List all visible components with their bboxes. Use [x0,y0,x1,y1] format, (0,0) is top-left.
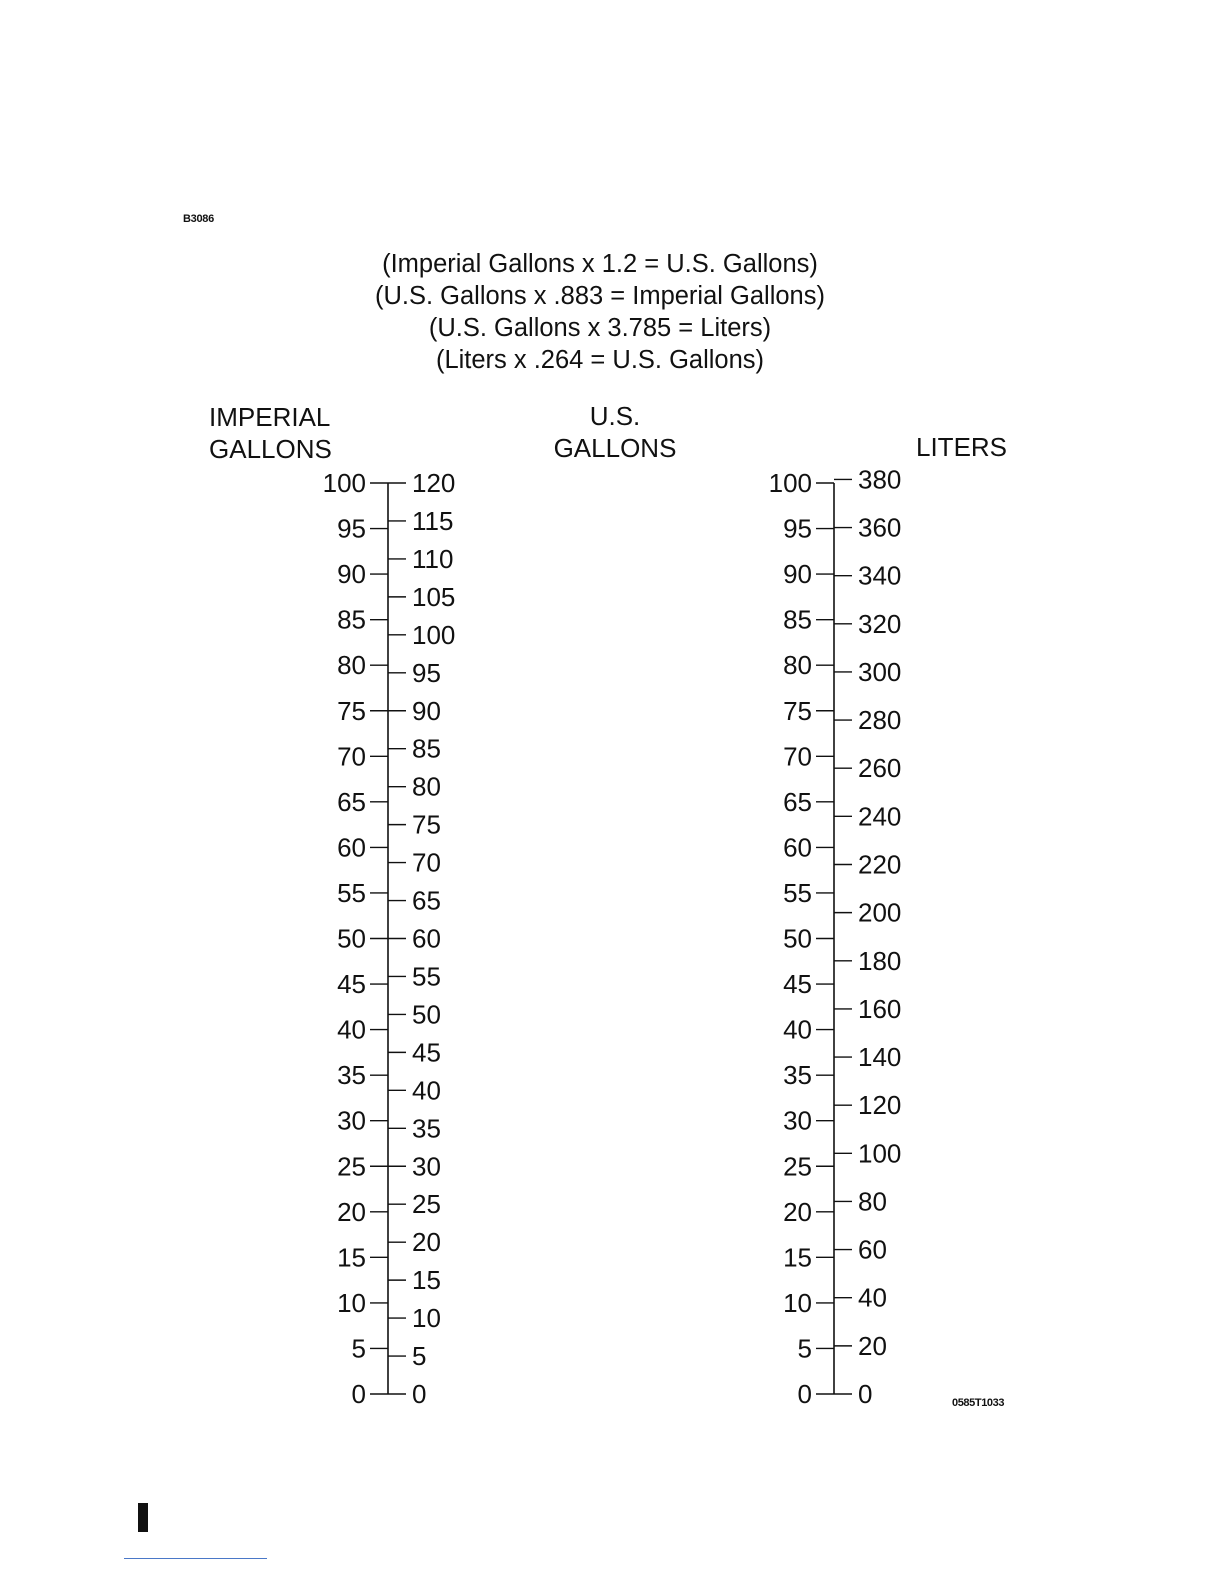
us-liters-scale-right-label: 220 [858,849,902,880]
imperial-us-scale-left-label: 95 [337,513,366,544]
us-liters-scale-right-label: 180 [858,945,902,976]
us-liters-scale-left-label: 40 [783,1014,812,1045]
us-liters-scale-left-label: 35 [783,1060,812,1091]
imperial-us-scale-right-label: 20 [412,1227,441,1258]
us-liters-scale-left-label: 95 [783,513,812,544]
imperial-us-scale-left-label: 80 [337,650,366,681]
us-liters-scale-right-label: 0 [858,1379,873,1409]
imperial-us-scale-left-label: 70 [337,741,366,772]
imperial-us-scale-left-label: 85 [337,604,366,635]
imperial-us-scale-left-label: 10 [337,1287,366,1318]
formula-liters-to-us: (Liters x .264 = U.S. Gallons) [435,346,765,374]
us-liters-scale-left-label: 50 [783,923,812,954]
imperial-us-scale-left-label: 65 [337,786,366,817]
imperial-us-scale-right-label: 105 [412,581,456,612]
imperial-us-scale-right-label: 60 [412,923,441,954]
us-liters-scale-right-label: 160 [858,993,902,1024]
us-liters-scale-left-label: 30 [783,1105,812,1136]
imperial-us-scale-right-label: 55 [412,961,441,992]
formula-imperial-to-us: (Imperial Gallons x 1.2 = U.S. Gallons) [382,250,818,278]
imperial-us-scale-left-label: 60 [337,832,366,863]
imperial-us-scale-right-label: 10 [412,1303,441,1334]
us-liters-scale-right-label: 140 [858,1042,902,1073]
footer-rule [124,1558,267,1559]
imperial-us-scale-left-label: 90 [337,559,366,590]
us-liters-scale-right-label: 60 [858,1234,887,1265]
imperial-us-scale-right-label: 115 [412,505,454,536]
imperial-us-scale-right-label: 45 [412,1037,441,1068]
imperial-us-scale-right-label: 85 [412,733,441,764]
imperial-us-scale-left-label: 75 [337,695,366,726]
imperial-us-scale-left-label: 40 [337,1014,366,1045]
us-liters-scale-left-label: 15 [783,1242,812,1273]
imperial-gallons-header: IMPERIAL GALLONS [209,402,332,464]
us-liters-scale-right-label: 120 [858,1090,902,1121]
imperial-us-scale-left-label: 5 [351,1333,366,1364]
us-liters-scale-left-label: 5 [797,1333,812,1364]
us-liters-scale-right-label: 300 [858,656,902,687]
imperial-us-scale-left-label: 15 [337,1242,366,1273]
us-liters-scale-left-label: 85 [783,604,812,635]
us-liters-scale-right-label: 40 [858,1282,887,1313]
imperial-us-scale-right-label: 15 [412,1265,441,1296]
us-liters-scale-left-label: 70 [783,741,812,772]
imperial-us-scale-right-label: 90 [412,695,441,726]
imperial-us-scale-left-label: 20 [337,1196,366,1227]
liters-header: LITERS [916,432,1008,462]
us-liters-scale-left-label: 90 [783,559,812,590]
imperial-us-scale-left-label: 35 [337,1060,366,1091]
us-liters-scale-left-label: 80 [783,650,812,681]
us-liters-scale-left-label: 75 [783,695,812,726]
imperial-us-scale-right-label: 50 [412,999,441,1030]
us-liters-scale-right-label: 100 [858,1138,902,1169]
formula-us-to-liters: (U.S. Gallons x 3.785 = Liters) [428,314,772,342]
imperial-us-scale-left-label: 100 [322,468,366,498]
formula-us-to-imperial: (U.S. Gallons x .883 = Imperial Gallons) [375,282,825,310]
us-liters-scale-left-label: 20 [783,1196,812,1227]
us-liters-scale-left-label: 65 [783,786,812,817]
us-liters-scale-right-label: 320 [858,608,902,639]
imperial-us-scale-left-label: 55 [337,877,366,908]
imperial-us-scale-right-label: 25 [412,1189,441,1220]
us-liters-scale-right-label: 260 [858,753,902,784]
us-liters-scale-left-label: 60 [783,832,812,863]
us-liters-scale-right-label: 340 [858,560,902,591]
imperial-us-scale-left-label: 30 [337,1105,366,1136]
imperial-us-scale-left-label: 0 [351,1379,366,1409]
imperial-us-scale-left-label: 50 [337,923,366,954]
us-liters-scale-left-label: 25 [783,1151,812,1182]
us-liters-scale-right-label: 80 [858,1186,887,1217]
imperial-us-scale-right-label: 95 [412,657,441,688]
us-liters-scale-right-label: 200 [858,897,902,928]
us-liters-scale-right-label: 380 [858,464,902,495]
imperial-us-scale-right-label: 35 [412,1113,441,1144]
change-bar [138,1503,148,1532]
imperial-us-scale-right-label: 0 [412,1379,427,1409]
imperial-us-scale-right-label: 110 [412,543,454,574]
us-liters-scale-right-label: 20 [858,1330,887,1361]
us-liters-scale-left-label: 10 [783,1287,812,1318]
us-liters-scale-left-label: 45 [783,969,812,1000]
imperial-us-scale-left-label: 45 [337,969,366,1000]
us-liters-scale-left-label: 100 [768,468,812,498]
drawing-number: 0585T1033 [952,1397,1005,1409]
imperial-us-scale-left-label: 25 [337,1151,366,1182]
us-liters-scale-right-label: 240 [858,801,902,832]
us-liters-scale-left-label: 0 [797,1379,812,1409]
imperial-us-scale-right-label: 30 [412,1151,441,1182]
imperial-us-scale-right-label: 100 [412,619,456,650]
imperial-us-scale-right-label: 65 [412,885,441,916]
imperial-us-scale-right-label: 40 [412,1075,441,1106]
imperial-us-scale-right-label: 80 [412,771,441,802]
imperial-us-scale-right-label: 70 [412,847,441,878]
figure-code: B3086 [183,213,214,225]
us-liters-scale-right-label: 360 [858,512,902,543]
us-gallons-header: U.S. GALLONS [553,401,677,463]
us-liters-scale-right-label: 280 [858,705,902,736]
imperial-us-scale-right-label: 5 [412,1341,427,1372]
imperial-us-scale-right-label: 120 [412,468,456,498]
imperial-us-scale-right-label: 75 [412,809,441,840]
us-liters-scale-left-label: 55 [783,877,812,908]
